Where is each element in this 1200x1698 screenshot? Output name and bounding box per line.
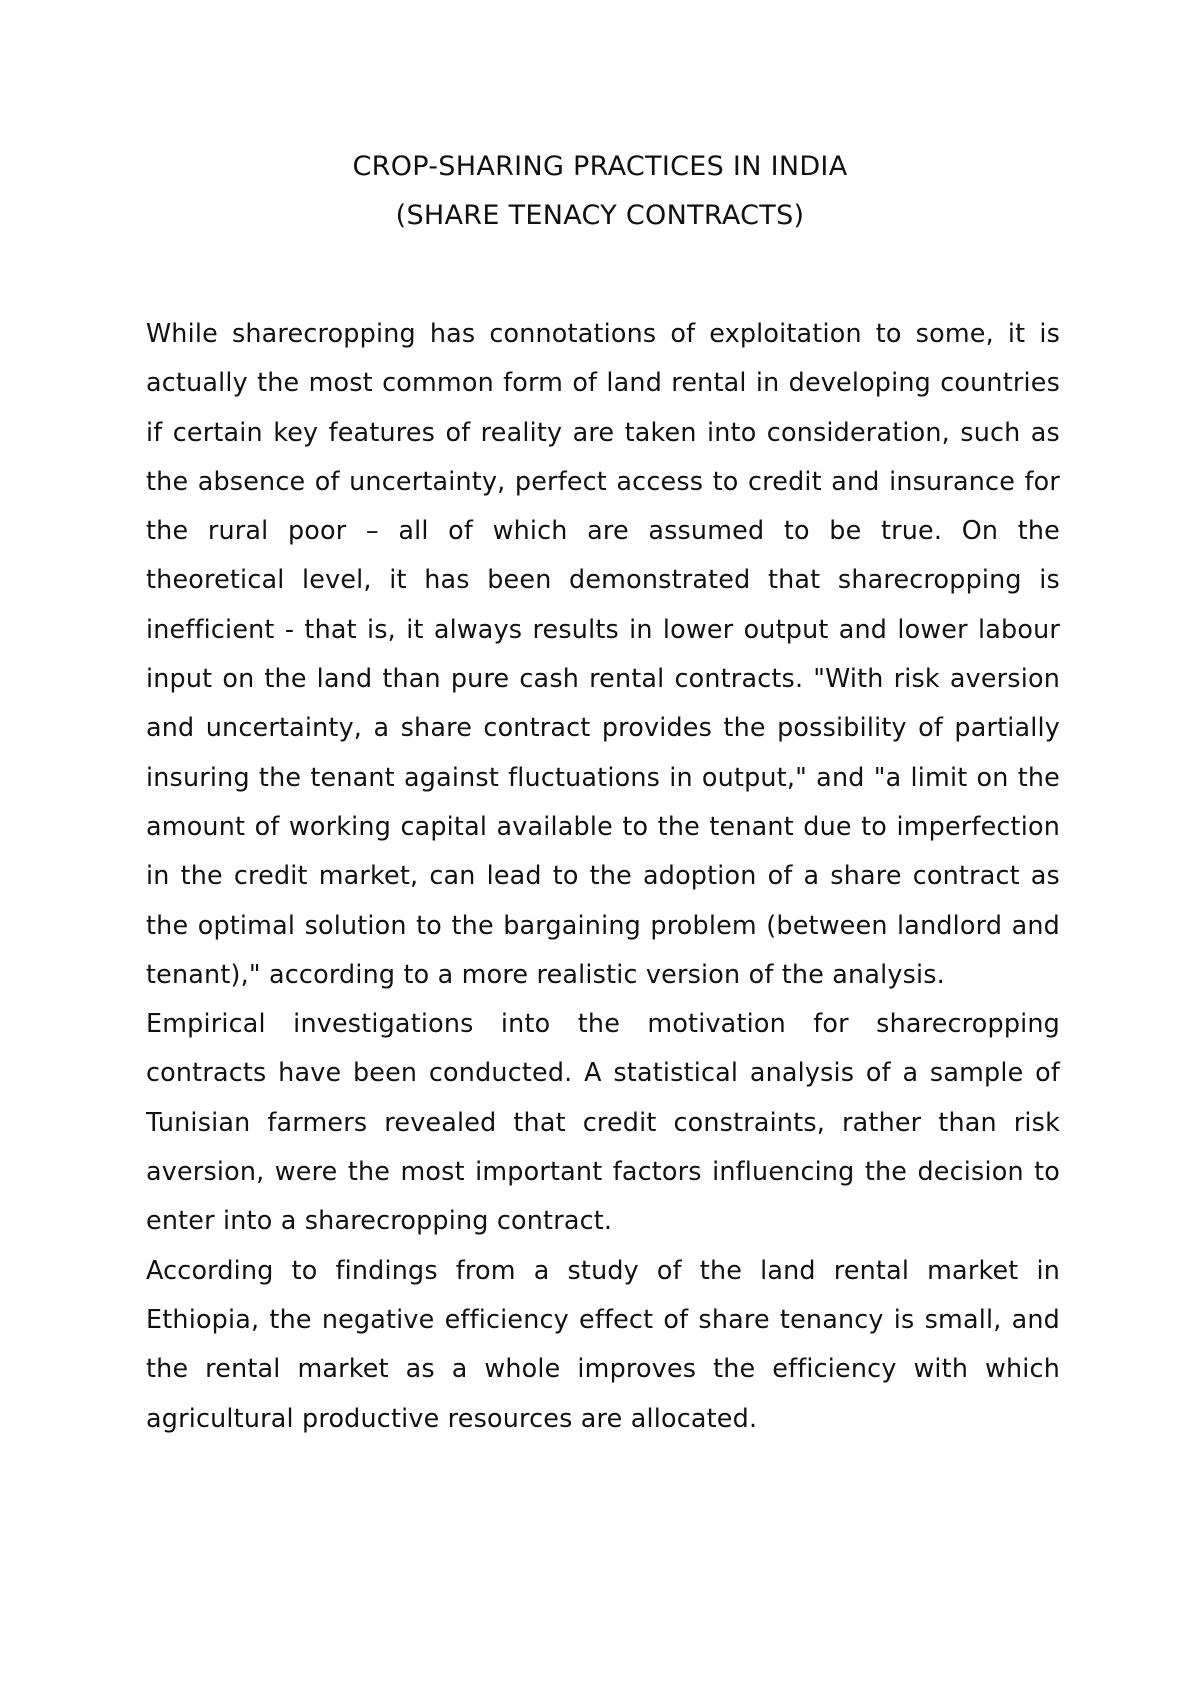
title-line-2: (SHARE TENACY CONTRACTS)	[395, 200, 805, 231]
paragraph-empirical-investigations: Empirical investigations into the motivation for sharecropping contracts have been conducted. A statistical analysis of a sample of Tunisian farmers revealed that credit constraints, rather than risk aversion, were the most important factors influencing the decision to enter into a sharecropping contract.	[146, 1008, 1060, 1236]
paragraph-sharecropping-theory: While sharecropping has connotations of exploitation to some, it is actually the most common form of land rental in developing countries if certain key features of reality are taken into consideration, such as the absence of uncertainty, perfect access to credit and insurance for the rural poor – all of which are assumed to be true. On the theoretical level, it has been demonstrated that sharecropping is inefficient - that is, it always results in lower output and lower labour input on the land than pure cash rental contracts. "With risk aversion and uncertainty, a share contract provides the possibility of partially insuring the tenant against fluctuations in output," and "a limit on the amount of working capital available to the tenant due to imperfection in the credit market, can lead to the adoption of a share contract as the optimal solution to the bargaining problem (between landlord and tenant)," according to a more realistic version of the analysis.	[146, 318, 1060, 989]
title-line-1: CROP-SHARING PRACTICES IN INDIA	[352, 151, 848, 182]
document-body	[146, 309, 1060, 1443]
document-title	[0, 142, 1200, 240]
paragraph-ethiopia-findings: According to findings from a study of the land rental market in Ethiopia, the negative efficiency effect of share tenancy is small, and the rental market as a whole improves the efficiency with which agricultural productive resources are allocated.	[146, 1254, 1060, 1433]
